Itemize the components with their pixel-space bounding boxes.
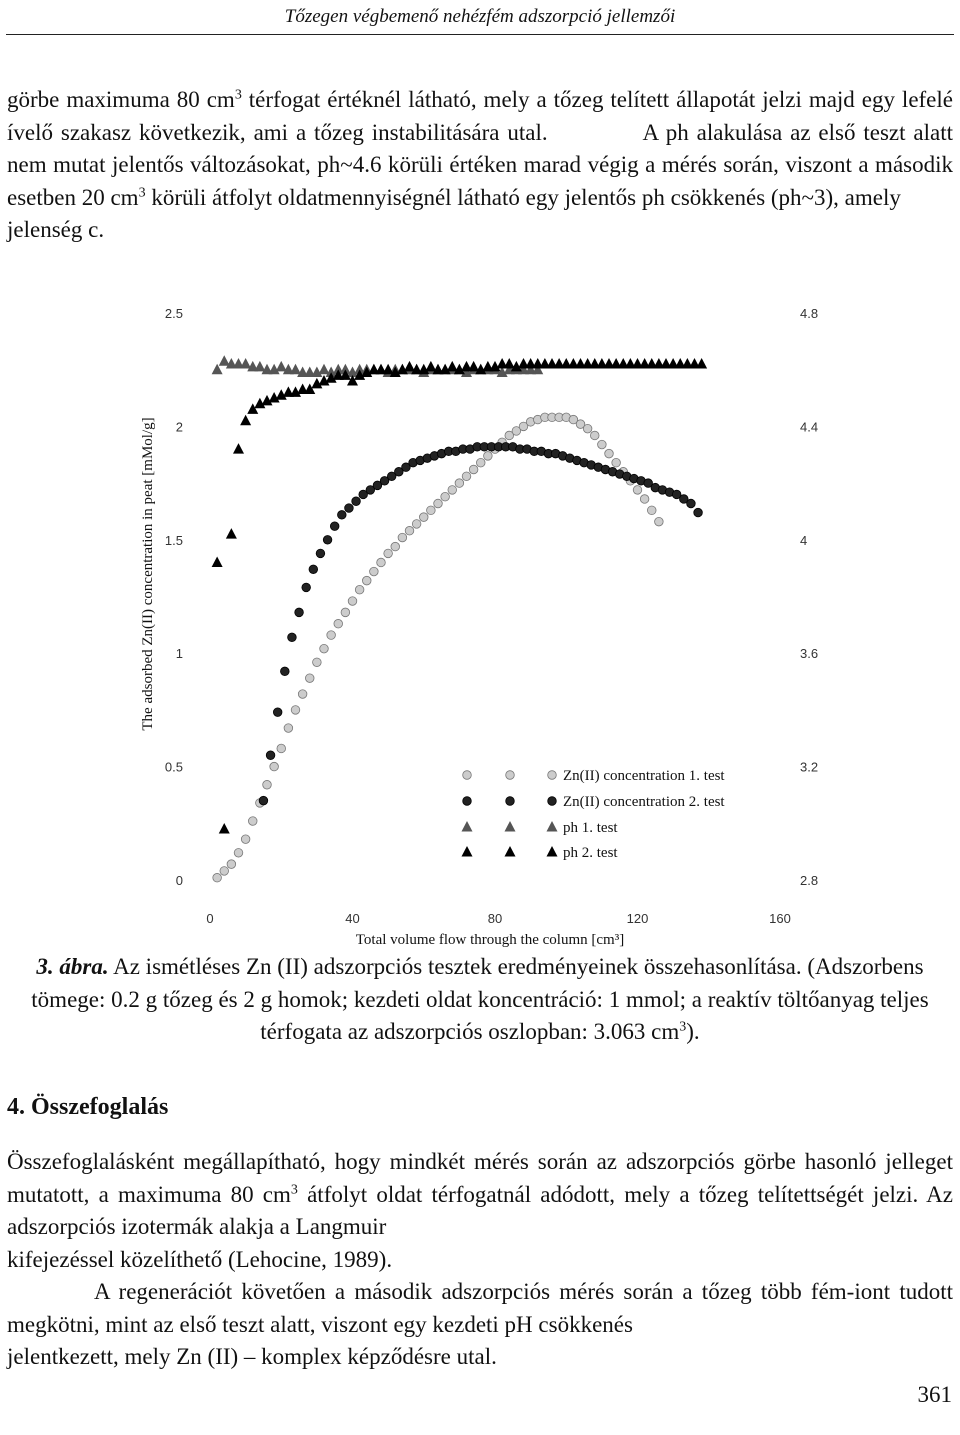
data-point: [319, 364, 330, 375]
running-header: Tőzegen végbemenő nehézfém adszorpció jellemzői: [284, 6, 676, 27]
legend-label: Zn(II) concentration 2. test: [563, 794, 725, 810]
legend-marker: [462, 846, 473, 857]
data-point: [370, 567, 379, 576]
caption-text-a: Az ismétléses Zn (II) adszorpciós tesztek eredményeinek összehasonlítása. (Adszorbens tömege: 0.2 g tőzeg és 2 g homok; kezdeti oldat koncentráció: 1 mmol; a reaktív töltőanyag teljes térfogata az adszorpciós oszlopban: 3.063 cm: [31, 954, 929, 1044]
data-point: [427, 506, 436, 515]
x-tick-label: 0: [206, 911, 214, 926]
data-point: [448, 486, 457, 495]
caption-label: 3. ábra.: [36, 954, 109, 979]
data-point: [313, 658, 322, 667]
data-point: [598, 440, 607, 449]
x-tick-label: 120: [626, 911, 649, 926]
data-point: [248, 817, 257, 826]
data-point: [633, 486, 642, 495]
data-point: [226, 528, 237, 539]
data-point: [384, 549, 393, 558]
paragraph-3: [7, 1276, 953, 1374]
x-tick-label: 160: [769, 911, 791, 926]
y-tick-label: 2: [175, 419, 183, 435]
y2-tick-label: 3.2: [800, 759, 819, 775]
data-point: [377, 558, 386, 567]
chart: [0, 290, 960, 950]
page-number: 361: [917, 1382, 952, 1407]
data-point: [316, 549, 325, 558]
data-point: [305, 674, 314, 683]
superscript: 3: [138, 184, 146, 200]
paragraph-2: [7, 1146, 953, 1276]
data-point: [398, 533, 407, 542]
data-point: [288, 633, 297, 642]
y2-tick-label: 4.8: [800, 306, 819, 321]
data-point: [348, 597, 357, 606]
data-point: [241, 835, 250, 844]
y-tick-label: 1: [175, 646, 183, 662]
legend-marker: [506, 797, 515, 806]
data-point: [273, 708, 282, 717]
data-point: [291, 706, 300, 715]
header-rule: [6, 34, 954, 35]
paragraph-1-tail: jelenség c.: [7, 217, 105, 242]
legend-marker: [548, 797, 557, 806]
data-point: [330, 522, 339, 531]
data-point: [468, 361, 479, 372]
data-point: [647, 506, 656, 515]
data-point: [263, 780, 272, 789]
legend-marker: [505, 846, 516, 857]
data-point: [612, 458, 621, 467]
data-point: [419, 513, 428, 522]
y2-tick-label: 4: [800, 532, 808, 548]
paragraph-3-tail: jelentkezett, mely Zn (II) – komplex képződésre utal.: [7, 1344, 497, 1369]
paragraph-2-text-a: Összefoglalásként megállapítható, hogy mindkét mérés során az adszorpciós görbe hasonló jelleget mutatott, a maximuma 80 cm: [7, 1149, 953, 1207]
data-point: [240, 415, 251, 425]
paragraph-2-tail: kifejezéssel közelíthető (Lehocine, 1989).: [7, 1246, 393, 1272]
data-point: [298, 690, 307, 699]
data-point: [270, 762, 279, 771]
data-point: [504, 358, 515, 369]
superscript: 3: [679, 1019, 687, 1035]
data-point: [655, 517, 664, 526]
data-point: [590, 431, 599, 440]
data-point: [338, 511, 347, 520]
data-point: [259, 796, 268, 805]
y-tick-label: 2.5: [164, 306, 183, 321]
data-point: [341, 608, 350, 617]
legend-marker: [505, 821, 516, 832]
data-point: [212, 556, 223, 567]
y-axis-label: The adsorbed Zn(II) concentration in peat [mMol/g]: [140, 417, 156, 731]
paragraph-1-text-a: görbe maximuma 80 cm: [7, 87, 235, 112]
data-point: [476, 458, 485, 467]
y-tick-label: 0.5: [164, 759, 183, 775]
legend-label: ph 1. test: [563, 820, 618, 836]
y2-tick-label: 4.4: [800, 419, 819, 435]
data-point: [447, 361, 458, 372]
paragraph-3-text: A regenerációt követően a második adszorpciós mérés során a tőzeg több fém-iont tudott megkötni, mint az első teszt alatt, viszont egy kezdeti pH csökkenés: [7, 1279, 953, 1337]
data-point: [295, 608, 304, 617]
data-point: [425, 361, 436, 372]
data-point: [441, 492, 450, 501]
x-tick-label: 80: [487, 911, 503, 926]
y2-tick-label: 3.6: [800, 646, 819, 662]
data-point: [240, 358, 251, 369]
data-point: [234, 848, 243, 857]
superscript: 3: [234, 87, 242, 103]
data-point: [583, 424, 592, 433]
superscript: 3: [290, 1181, 298, 1197]
data-point: [327, 631, 336, 640]
data-point: [694, 508, 703, 517]
data-point: [219, 355, 230, 366]
legend-marker: [462, 821, 473, 832]
data-point: [640, 495, 649, 504]
data-point: [233, 443, 244, 454]
data-point: [345, 504, 354, 513]
data-point: [254, 361, 265, 372]
data-point: [469, 465, 478, 474]
data-point: [220, 867, 229, 876]
data-point: [455, 479, 464, 488]
paragraph-1-text-c: A ph alakulása az első teszt alatt nem mutat jelentős változásokat, ph~4.6 körüli értéken marad végig a mérés során, viszont a második esetben 20 cm: [7, 119, 954, 210]
data-point: [320, 644, 329, 653]
data-point: [484, 452, 493, 461]
y-tick-label: 0: [175, 873, 183, 888]
paragraph-1-text-d: körüli átfolyt oldatmennyiségnél látható egy jelentős ph csökkenés (ph~3), amely: [145, 184, 901, 210]
data-point: [213, 873, 222, 882]
legend-label: Zn(II) concentration 1. test: [563, 768, 725, 784]
x-axis-label: Total volume flow through the column [cm³]: [355, 932, 625, 948]
data-point: [404, 361, 415, 372]
paragraph-1-text-b: térfogat értéknél látható, mely a tőzeg telített állapotát jelzi majd egy lefelé ívelő szakasz következik, ami a tőzeg instabilitására utal.: [7, 87, 953, 145]
data-point: [391, 542, 400, 551]
data-point: [284, 724, 293, 733]
caption-text-b: ).: [686, 1019, 700, 1044]
y-tick-label: 1.5: [164, 532, 183, 548]
y2-tick-label: 2.8: [800, 873, 819, 888]
data-point: [277, 744, 286, 753]
legend-marker: [506, 771, 515, 780]
legend-marker: [547, 846, 558, 857]
chart-legend: [462, 768, 726, 861]
data-point: [605, 449, 614, 458]
legend-marker: [548, 771, 557, 780]
data-point: [266, 751, 275, 760]
paragraph-1: [7, 84, 953, 247]
section-title: 4. Összefoglalás: [7, 1094, 169, 1120]
data-point: [434, 499, 443, 508]
figure-caption: [7, 951, 953, 1049]
data-point: [687, 499, 696, 508]
data-point: [405, 526, 414, 535]
data-point: [462, 472, 471, 481]
legend-marker: [547, 821, 558, 832]
data-point: [290, 364, 301, 375]
legend-label: ph 2. test: [563, 845, 618, 861]
data-point: [696, 358, 707, 369]
data-point: [352, 497, 361, 506]
data-point: [323, 536, 332, 545]
x-tick-label: 40: [345, 911, 360, 926]
data-point: [302, 583, 311, 592]
data-point: [219, 823, 230, 834]
data-point: [227, 860, 236, 869]
data-point: [383, 364, 394, 375]
paragraph-2-text-b: átfolyt oldat térfogatnál adódott, mely a tőzeg telítettségét jelzi. Az adszorpciós izotermák alakja a Langmuir: [7, 1181, 953, 1239]
data-point: [309, 565, 318, 574]
data-point: [281, 667, 290, 676]
data-point: [362, 576, 371, 585]
data-point: [355, 585, 364, 594]
data-point: [412, 520, 421, 529]
legend-marker: [463, 771, 472, 780]
legend-marker: [463, 797, 472, 806]
data-point: [334, 619, 343, 628]
data-point: [276, 361, 287, 372]
